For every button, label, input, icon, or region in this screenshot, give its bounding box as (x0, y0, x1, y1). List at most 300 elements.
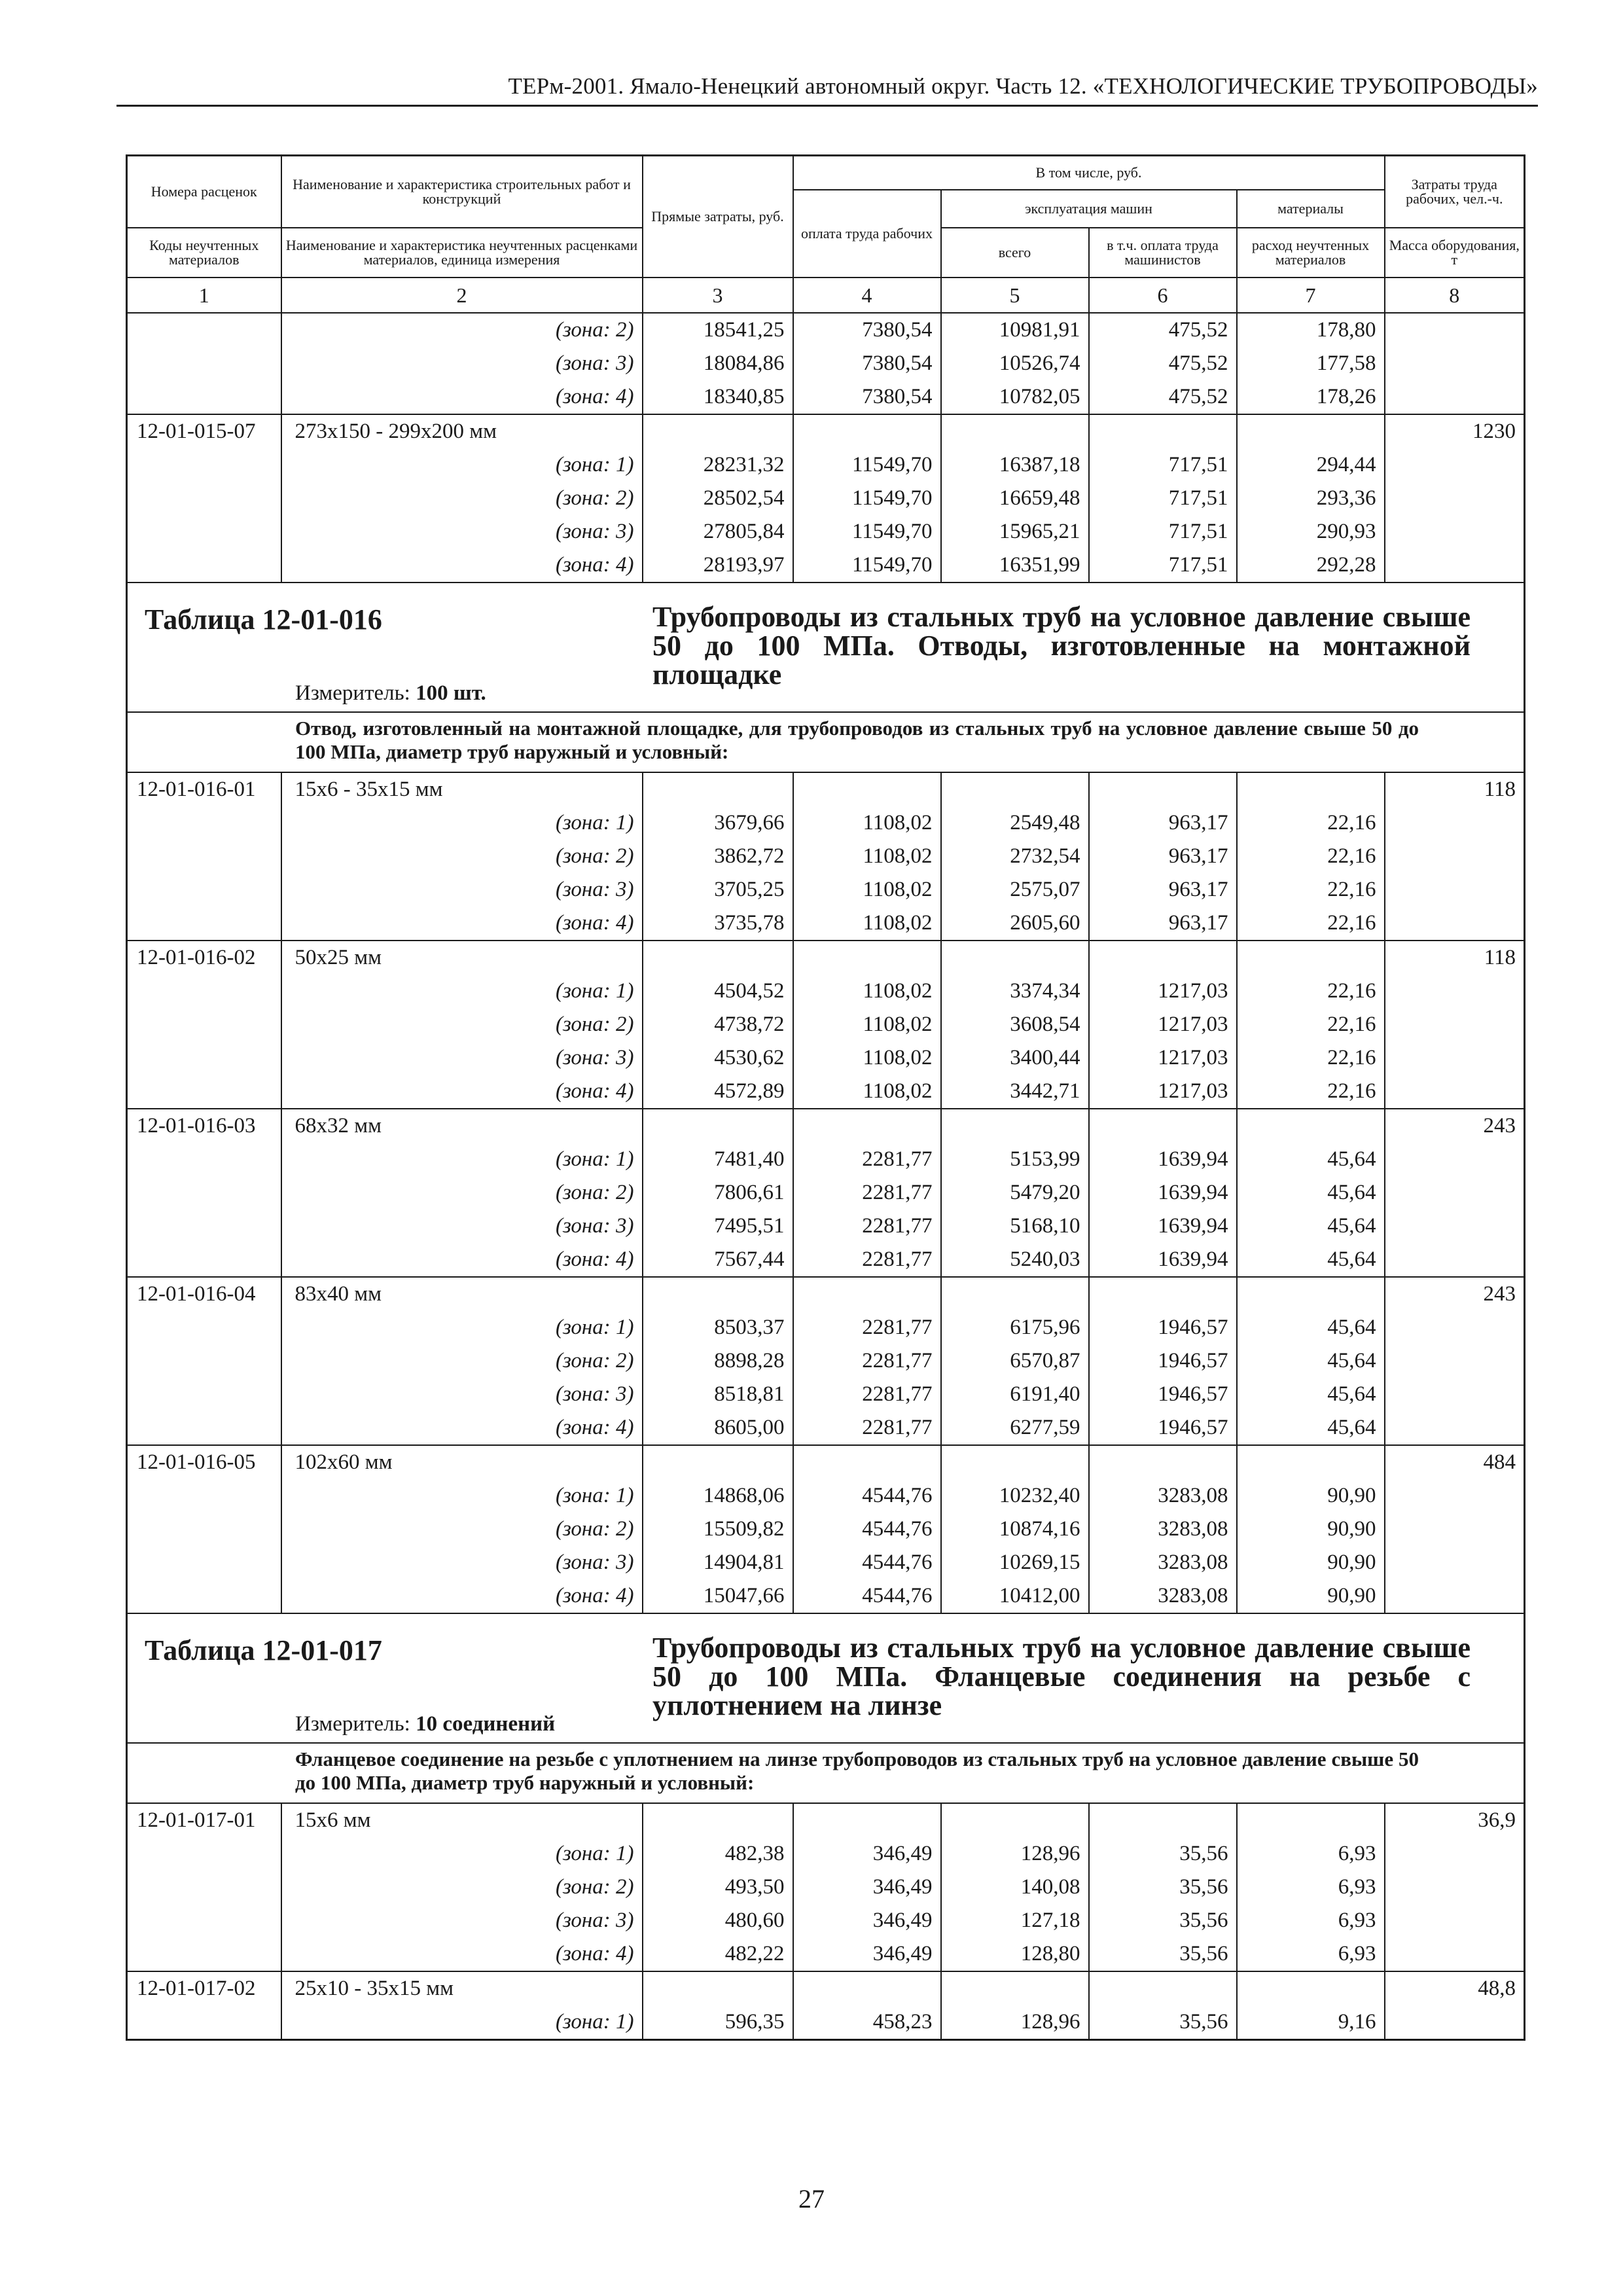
empty-cell (127, 1904, 281, 1937)
zone-label: (зона: 1) (281, 975, 643, 1008)
empty-cell (127, 380, 281, 414)
cost-value: 1639,94 (1089, 1143, 1237, 1176)
rate-code: 12-01-016-01 (127, 772, 281, 806)
zone-row (127, 515, 1525, 548)
zone-label: (зона: 4) (281, 1243, 643, 1277)
cost-value: 90,90 (1237, 1579, 1385, 1613)
zone-label: (зона: 2) (281, 1344, 643, 1378)
cost-value: 1108,02 (793, 840, 941, 873)
empty-cell (941, 1971, 1089, 2005)
section-description-cell (127, 1743, 1525, 1803)
empty-cell (127, 1311, 281, 1344)
cost-value: 1946,57 (1089, 1311, 1237, 1344)
unit-value: 100 шт. (416, 681, 486, 705)
cost-value: 7380,54 (793, 380, 941, 414)
rate-group (127, 1277, 1525, 1445)
zone-row (127, 482, 1525, 515)
cost-value: 18084,86 (643, 347, 793, 380)
rate-title-row (127, 1277, 1525, 1311)
cost-value: 8503,37 (643, 1311, 793, 1344)
empty-cell (127, 2005, 281, 2040)
rate-group (127, 313, 1525, 414)
cost-value: 346,49 (793, 1904, 941, 1937)
cost-value: 5168,10 (941, 1210, 1089, 1243)
col-materials: материалы (1237, 190, 1385, 228)
zone-label: (зона: 1) (281, 1143, 643, 1176)
cost-value: 11549,70 (793, 482, 941, 515)
zone-row (127, 1579, 1525, 1613)
rate-group (127, 1109, 1525, 1277)
cost-value: 10412,00 (941, 1579, 1089, 1613)
rate-group (127, 941, 1525, 1109)
cost-value: 45,64 (1237, 1143, 1385, 1176)
rate-name: 50х25 мм (281, 941, 643, 975)
empty-cell (1385, 482, 1525, 515)
zone-row (127, 806, 1525, 840)
cost-value: 1108,02 (793, 806, 941, 840)
cost-value: 3400,44 (941, 1041, 1089, 1075)
cost-value: 1108,02 (793, 1041, 941, 1075)
cost-value: 140,08 (941, 1871, 1089, 1904)
cost-value: 14868,06 (643, 1479, 793, 1513)
cost-value: 22,16 (1237, 840, 1385, 873)
cost-value: 35,56 (1089, 1904, 1237, 1937)
col-worker-pay: оплата труда рабочих (793, 190, 941, 278)
col-machines: эксплуатация машин (941, 190, 1237, 228)
empty-cell (643, 414, 793, 448)
empty-cell (1385, 515, 1525, 548)
col-labor-cost: Затраты труда рабочих, чел.-ч. (1385, 156, 1525, 228)
zone-row (127, 380, 1525, 414)
cost-value: 7380,54 (793, 347, 941, 380)
cost-value: 1946,57 (1089, 1378, 1237, 1411)
empty-cell (127, 1041, 281, 1075)
cost-value: 10782,05 (941, 380, 1089, 414)
section-title-cell (127, 583, 1525, 712)
empty-cell (127, 975, 281, 1008)
cost-value: 3283,08 (1089, 1546, 1237, 1579)
zone-label: (зона: 4) (281, 906, 643, 941)
zone-row (127, 873, 1525, 906)
empty-cell (1385, 873, 1525, 906)
cost-value: 2281,77 (793, 1176, 941, 1210)
section-header (127, 1613, 1525, 1803)
cost-value: 10269,15 (941, 1546, 1089, 1579)
cost-value: 15047,66 (643, 1579, 793, 1613)
zone-label: (зона: 4) (281, 1579, 643, 1613)
zone-label: (зона: 3) (281, 1546, 643, 1579)
empty-cell (127, 1143, 281, 1176)
empty-cell (941, 1277, 1089, 1311)
cost-value: 22,16 (1237, 1008, 1385, 1041)
zone-row (127, 1937, 1525, 1971)
cost-value: 717,51 (1089, 482, 1237, 515)
col-equipment-mass: Масса оборудования, т (1385, 228, 1525, 278)
cost-value: 1108,02 (793, 873, 941, 906)
empty-cell (1385, 1411, 1525, 1445)
cost-value: 3735,78 (643, 906, 793, 941)
col-number: 1 (127, 278, 281, 313)
cost-value: 3679,66 (643, 806, 793, 840)
labor-cost: 118 (1385, 941, 1525, 975)
cost-value: 15509,82 (643, 1513, 793, 1546)
cost-value: 7481,40 (643, 1143, 793, 1176)
empty-cell (1237, 1803, 1385, 1837)
cost-value: 1108,02 (793, 1075, 941, 1109)
empty-cell (1385, 1546, 1525, 1579)
cost-value: 717,51 (1089, 448, 1237, 482)
zone-row (127, 1176, 1525, 1210)
empty-cell (127, 1210, 281, 1243)
cost-value: 4544,76 (793, 1546, 941, 1579)
empty-cell (1385, 380, 1525, 414)
empty-cell (1385, 840, 1525, 873)
cost-value: 16387,18 (941, 448, 1089, 482)
zone-row (127, 1871, 1525, 1904)
empty-cell (793, 1445, 941, 1479)
labor-cost: 36,9 (1385, 1803, 1525, 1837)
cost-value: 11549,70 (793, 548, 941, 583)
empty-cell (643, 1445, 793, 1479)
col-material-names: Наименование и характеристика неучтенных расценками материалов, единица измерения (281, 228, 643, 278)
zone-row (127, 448, 1525, 482)
empty-cell (1385, 1075, 1525, 1109)
empty-cell (643, 941, 793, 975)
cost-value: 28193,97 (643, 548, 793, 583)
col-number: 7 (1237, 278, 1385, 313)
cost-value: 6175,96 (941, 1311, 1089, 1344)
cost-value: 4544,76 (793, 1479, 941, 1513)
cost-value: 1217,03 (1089, 1008, 1237, 1041)
cost-value: 7806,61 (643, 1176, 793, 1210)
empty-cell (1385, 1378, 1525, 1411)
zone-label: (зона: 4) (281, 548, 643, 583)
cost-value: 4544,76 (793, 1579, 941, 1613)
cost-value: 22,16 (1237, 806, 1385, 840)
cost-value: 3862,72 (643, 840, 793, 873)
cost-value: 128,80 (941, 1937, 1089, 1971)
empty-cell (1089, 1109, 1237, 1143)
cost-value: 293,36 (1237, 482, 1385, 515)
empty-cell (127, 313, 281, 347)
empty-cell (127, 840, 281, 873)
cost-value: 480,60 (643, 1904, 793, 1937)
cost-value: 2281,77 (793, 1411, 941, 1445)
empty-cell (1237, 1109, 1385, 1143)
rate-code: 12-01-016-04 (127, 1277, 281, 1311)
cost-value: 482,22 (643, 1937, 793, 1971)
rate-name: 102х60 мм (281, 1445, 643, 1479)
cost-value: 1217,03 (1089, 1041, 1237, 1075)
cost-value: 22,16 (1237, 873, 1385, 906)
header-divider (116, 105, 1538, 107)
rate-code: 12-01-017-02 (127, 1971, 281, 2005)
zone-label: (зона: 1) (281, 1837, 643, 1871)
page-header: ТЕРм-2001. Ямало-Ненецкий автономный округ. Часть 12. «ТЕХНОЛОГИЧЕСКИЕ ТРУБОПРОВОДЫ» (508, 73, 1538, 99)
rate-group (127, 1445, 1525, 1613)
cost-value: 28231,32 (643, 448, 793, 482)
unit-label: Измеритель: (295, 1712, 410, 1736)
unit-of-measure (295, 681, 486, 706)
cost-value: 1217,03 (1089, 975, 1237, 1008)
zone-row (127, 1311, 1525, 1344)
cost-value: 16659,48 (941, 482, 1089, 515)
cost-value: 475,52 (1089, 380, 1237, 414)
cost-value: 493,50 (643, 1871, 793, 1904)
empty-cell (1089, 1971, 1237, 2005)
empty-cell (793, 941, 941, 975)
empty-cell (793, 414, 941, 448)
rate-title-row (127, 1803, 1525, 1837)
zone-label: (зона: 3) (281, 1378, 643, 1411)
empty-cell (1089, 1277, 1237, 1311)
section-description: Фланцевое соединение на резьбе с уплотнением на линзе трубопроводов из стальных труб на условное давление свыше 50 до 100 МПа, диаметр труб наружный и условный: (295, 1748, 1419, 1794)
zone-row (127, 1210, 1525, 1243)
rate-name: 25х10 - 35х15 мм (281, 1971, 643, 2005)
empty-cell (127, 806, 281, 840)
zone-row (127, 548, 1525, 583)
cost-value: 963,17 (1089, 806, 1237, 840)
cost-value: 177,58 (1237, 347, 1385, 380)
empty-cell (1089, 772, 1237, 806)
empty-cell (941, 1109, 1089, 1143)
cost-value: 90,90 (1237, 1513, 1385, 1546)
col-total: всего (941, 228, 1089, 278)
empty-cell (643, 1971, 793, 2005)
col-material-use: расход неучтенных материалов (1237, 228, 1385, 278)
cost-value: 2732,54 (941, 840, 1089, 873)
cost-value: 45,64 (1237, 1344, 1385, 1378)
cost-value: 1108,02 (793, 975, 941, 1008)
cost-value: 2281,77 (793, 1243, 941, 1277)
cost-value: 5240,03 (941, 1243, 1089, 1277)
empty-cell (941, 414, 1089, 448)
cost-value: 10232,40 (941, 1479, 1089, 1513)
empty-cell (127, 1937, 281, 1971)
cost-value: 90,90 (1237, 1546, 1385, 1579)
rate-title-row (127, 941, 1525, 975)
cost-value: 178,80 (1237, 313, 1385, 347)
empty-cell (1089, 414, 1237, 448)
cost-value: 35,56 (1089, 2005, 1237, 2040)
cost-value: 3283,08 (1089, 1479, 1237, 1513)
cost-value: 45,64 (1237, 1378, 1385, 1411)
rate-group (127, 772, 1525, 941)
cost-value: 7495,51 (643, 1210, 793, 1243)
empty-cell (643, 1109, 793, 1143)
col-number: 6 (1089, 278, 1237, 313)
zone-row (127, 906, 1525, 941)
cost-value: 10874,16 (941, 1513, 1089, 1546)
labor-cost: 1230 (1385, 414, 1525, 448)
cost-value: 45,64 (1237, 1210, 1385, 1243)
empty-cell (127, 1837, 281, 1871)
cost-value: 1639,94 (1089, 1243, 1237, 1277)
cost-value: 346,49 (793, 1937, 941, 1971)
zone-label: (зона: 4) (281, 1937, 643, 1971)
empty-cell (1237, 1277, 1385, 1311)
cost-value: 1639,94 (1089, 1210, 1237, 1243)
empty-cell (1237, 941, 1385, 975)
empty-cell (127, 1243, 281, 1277)
cost-value: 8518,81 (643, 1378, 793, 1411)
cost-value: 1946,57 (1089, 1411, 1237, 1445)
section-description-cell (127, 712, 1525, 772)
cost-value: 6,93 (1237, 1937, 1385, 1971)
col-number: 5 (941, 278, 1089, 313)
table-title: Трубопроводы из стальных труб на условное давление свыше 50 до 100 МПа. Фланцевые соединения на резьбе с уплотнением на линзе (652, 1632, 1471, 1721)
zone-label: (зона: 1) (281, 806, 643, 840)
empty-cell (1237, 1445, 1385, 1479)
zone-label: (зона: 2) (281, 1176, 643, 1210)
zone-label: (зона: 2) (281, 313, 643, 347)
cost-value: 6,93 (1237, 1871, 1385, 1904)
empty-cell (793, 1803, 941, 1837)
cost-value: 45,64 (1237, 1176, 1385, 1210)
cost-value: 2281,77 (793, 1143, 941, 1176)
rate-name: 68х32 мм (281, 1109, 643, 1143)
cost-value: 28502,54 (643, 482, 793, 515)
empty-cell (1385, 975, 1525, 1008)
table-id: Таблица 12-01-016 (145, 603, 382, 636)
zone-label: (зона: 3) (281, 1041, 643, 1075)
rate-name: 83х40 мм (281, 1277, 643, 1311)
empty-cell (127, 482, 281, 515)
empty-cell (1237, 414, 1385, 448)
cost-value: 458,23 (793, 2005, 941, 2040)
zone-label: (зона: 3) (281, 347, 643, 380)
rate-title-row (127, 772, 1525, 806)
empty-cell (127, 1176, 281, 1210)
cost-value: 7567,44 (643, 1243, 793, 1277)
zone-row (127, 313, 1525, 347)
zone-label: (зона: 3) (281, 873, 643, 906)
empty-cell (1089, 941, 1237, 975)
cost-value: 2549,48 (941, 806, 1089, 840)
cost-value: 15965,21 (941, 515, 1089, 548)
empty-cell (1385, 548, 1525, 583)
cost-value: 22,16 (1237, 1075, 1385, 1109)
cost-value: 22,16 (1237, 975, 1385, 1008)
section-title-cell (127, 1613, 1525, 1743)
cost-value: 346,49 (793, 1871, 941, 1904)
cost-value: 5479,20 (941, 1176, 1089, 1210)
empty-cell (127, 548, 281, 583)
cost-value: 963,17 (1089, 840, 1237, 873)
cost-value: 1217,03 (1089, 1075, 1237, 1109)
empty-cell (643, 772, 793, 806)
zone-label: (зона: 2) (281, 482, 643, 515)
zone-row (127, 2005, 1525, 2040)
unit-of-measure (295, 1712, 555, 1736)
cost-value: 16351,99 (941, 548, 1089, 583)
col-work-name: Наименование и характеристика строительных работ и конструкций (281, 156, 643, 228)
zone-label: (зона: 1) (281, 448, 643, 482)
empty-cell (793, 1277, 941, 1311)
table-title: Трубопроводы из стальных труб на условное давление свыше 50 до 100 МПа. Отводы, изготовленные на монтажной площадке (652, 601, 1471, 691)
rate-title-row (127, 1971, 1525, 2005)
empty-cell (643, 1803, 793, 1837)
cost-value: 4504,52 (643, 975, 793, 1008)
cost-value: 290,93 (1237, 515, 1385, 548)
cost-value: 8605,00 (643, 1411, 793, 1445)
cost-value: 717,51 (1089, 548, 1237, 583)
cost-value: 178,26 (1237, 380, 1385, 414)
cost-value: 22,16 (1237, 1041, 1385, 1075)
labor-cost: 243 (1385, 1277, 1525, 1311)
empty-cell (643, 1277, 793, 1311)
empty-cell (127, 1344, 281, 1378)
zone-row (127, 1513, 1525, 1546)
empty-cell (941, 941, 1089, 975)
cost-value: 6,93 (1237, 1837, 1385, 1871)
zone-row (127, 1837, 1525, 1871)
empty-cell (1385, 2005, 1525, 2040)
empty-cell (1385, 1871, 1525, 1904)
cost-value: 27805,84 (643, 515, 793, 548)
col-material-codes: Коды неучтенных материалов (127, 228, 281, 278)
rate-code: 12-01-017-01 (127, 1803, 281, 1837)
zone-row (127, 1344, 1525, 1378)
unit-label: Измеритель: (295, 681, 410, 705)
cost-value: 128,96 (941, 1837, 1089, 1871)
empty-cell (127, 873, 281, 906)
empty-cell (1385, 448, 1525, 482)
cost-value: 5153,99 (941, 1143, 1089, 1176)
empty-cell (1385, 1311, 1525, 1344)
cost-value: 2605,60 (941, 906, 1089, 941)
cost-value: 2281,77 (793, 1210, 941, 1243)
cost-value: 45,64 (1237, 1411, 1385, 1445)
page-number: 27 (798, 2184, 825, 2214)
empty-cell (941, 1445, 1089, 1479)
zone-label: (зона: 4) (281, 1411, 643, 1445)
zone-label: (зона: 3) (281, 1904, 643, 1937)
zone-row (127, 347, 1525, 380)
rate-group (127, 1971, 1525, 2040)
rate-code: 12-01-015-07 (127, 414, 281, 448)
unit-value: 10 соединений (416, 1712, 556, 1736)
zone-label: (зона: 1) (281, 2005, 643, 2040)
rate-code: 12-01-016-03 (127, 1109, 281, 1143)
empty-cell (127, 906, 281, 941)
empty-cell (793, 772, 941, 806)
cost-value: 482,38 (643, 1837, 793, 1871)
table-id: Таблица 12-01-017 (145, 1634, 382, 1666)
cost-value: 3374,34 (941, 975, 1089, 1008)
col-incl-operators: в т.ч. оплата труда машинистов (1089, 228, 1237, 278)
cost-value: 294,44 (1237, 448, 1385, 482)
cost-value: 3283,08 (1089, 1513, 1237, 1546)
empty-cell (127, 1513, 281, 1546)
zone-label: (зона: 1) (281, 1311, 643, 1344)
cost-value: 3442,71 (941, 1075, 1089, 1109)
zone-label: (зона: 2) (281, 1871, 643, 1904)
empty-cell (793, 1109, 941, 1143)
cost-value: 2281,77 (793, 1378, 941, 1411)
cost-value: 45,64 (1237, 1311, 1385, 1344)
cost-value: 292,28 (1237, 548, 1385, 583)
empty-cell (941, 1803, 1089, 1837)
col-number: 8 (1385, 278, 1525, 313)
rate-name: 273х150 - 299х200 мм (281, 414, 643, 448)
rate-name: 15х6 мм (281, 1803, 643, 1837)
cost-value: 35,56 (1089, 1837, 1237, 1871)
col-number: 2 (281, 278, 643, 313)
zone-row (127, 1378, 1525, 1411)
labor-cost: 118 (1385, 772, 1525, 806)
empty-cell (1385, 1344, 1525, 1378)
